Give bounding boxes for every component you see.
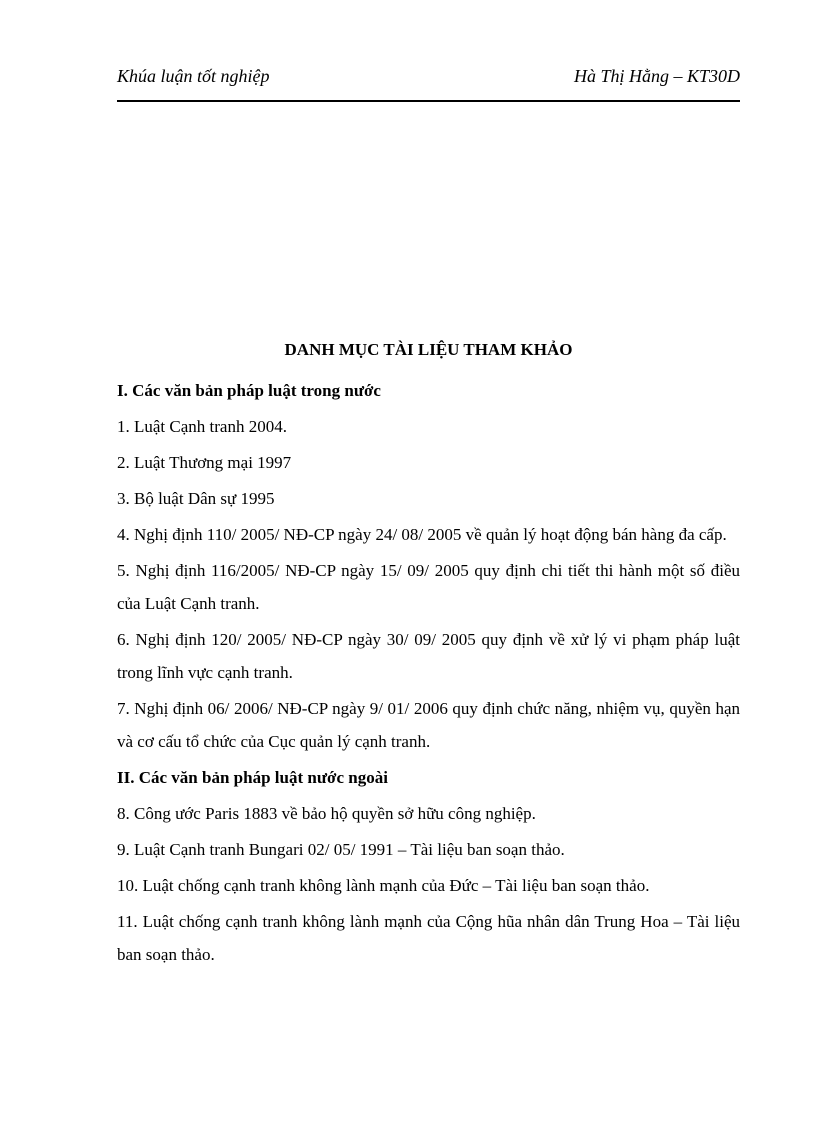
section-heading-foreign: II. Các văn bản pháp luật nước ngoài bbox=[117, 768, 388, 787]
header-author-label: Hà Thị Hằng – KT30D bbox=[573, 66, 740, 86]
reference-item: 2. Luật Thương mại 1997 bbox=[117, 453, 292, 472]
reference-item: 3. Bộ luật Dân sự 1995 bbox=[117, 489, 275, 508]
reference-item: 9. Luật Cạnh tranh Bungari 02/ 05/ 1991 – Tài liệu ban soạn thảo. bbox=[117, 840, 565, 859]
reference-item: 4. Nghị định 110/ 2005/ NĐ-CP ngày 24/ 08/ 2005 về quản lý hoạt động bán hàng đa cấp. bbox=[117, 525, 727, 544]
section-heading-domestic: I. Các văn bản pháp luật trong nước bbox=[117, 381, 381, 400]
reference-item: 10. Luật chống cạnh tranh không lành mạnh của Đức – Tài liệu ban soạn thảo. bbox=[117, 876, 650, 895]
reference-item: 7. Nghị định 06/ 2006/ NĐ-CP ngày 9/ 01/ 2006 quy định chức năng, nhiệm vụ, quyền hạn và cơ cấu tổ chức của Cục quản lý cạnh tranh. bbox=[117, 699, 740, 751]
reference-item: 1. Luật Cạnh tranh 2004. bbox=[117, 417, 287, 436]
reference-item: 6. Nghị định 120/ 2005/ NĐ-CP ngày 30/ 09/ 2005 quy định về xử lý vi phạm pháp luật trong lĩnh vực cạnh tranh. bbox=[117, 630, 740, 682]
page-header bbox=[117, 66, 740, 92]
reference-item: 11. Luật chống cạnh tranh không lành mạnh của Cộng hũa nhân dân Trung Hoa – Tài liệu ban soạn thảo. bbox=[117, 912, 740, 964]
reference-item: 8. Công ước Paris 1883 về bảo hộ quyền sở hữu công nghiệp. bbox=[117, 804, 536, 823]
page-title: DANH MỤC TÀI LIỆU THAM KHẢO bbox=[284, 340, 573, 359]
reference-list bbox=[117, 374, 740, 974]
reference-item: 5. Nghị định 116/2005/ NĐ-CP ngày 15/ 09/ 2005 quy định chi tiết thi hành một số điều của Luật Cạnh tranh. bbox=[117, 561, 740, 613]
header-divider bbox=[117, 100, 740, 102]
header-thesis-label: Khúa luận tốt nghiệp bbox=[117, 66, 270, 86]
